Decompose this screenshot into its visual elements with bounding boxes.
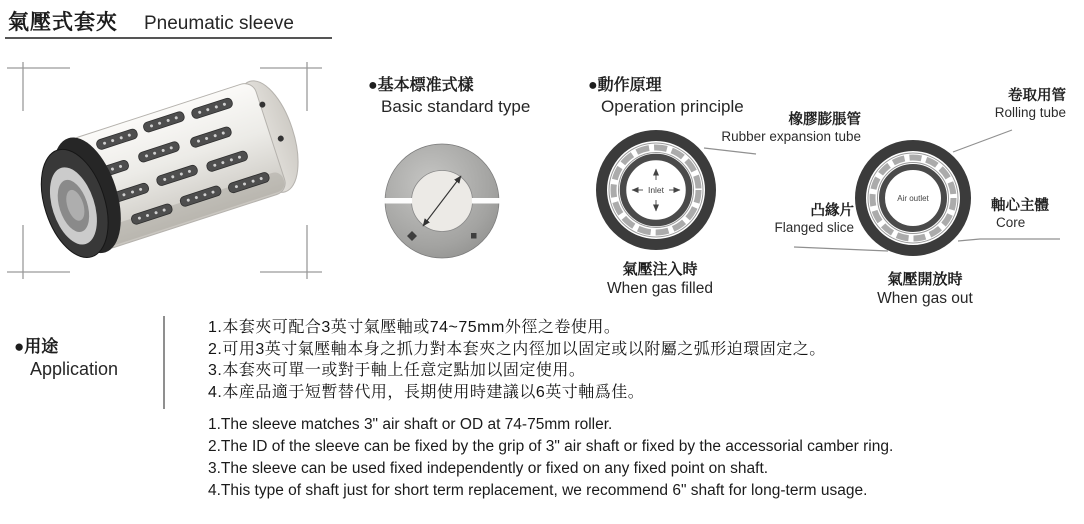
flanged-slice-en: Flanged slice <box>774 220 854 235</box>
product-photo <box>0 55 340 307</box>
basic-standard-heading-zh: ●基本標准式樣 <box>368 77 474 94</box>
page-title <box>8 6 294 36</box>
label-flanged-slice <box>768 203 854 236</box>
label-core <box>991 198 1083 231</box>
note-zh-4: 4.本産品適于短暫替代用，長期使用時建議以6英寸軸爲佳。 <box>208 383 645 401</box>
note-en-1: 1.The sleeve matches 3" air shaft or OD at 74-75mm roller. <box>208 416 613 433</box>
rubber-expansion-tube-zh: 橡膠膨脹管 <box>788 112 861 128</box>
basic-standard-diagram <box>382 141 502 261</box>
gas-filled-diagram <box>594 128 718 252</box>
square-mark <box>471 233 477 239</box>
gas-out-diagram <box>851 136 975 260</box>
operation-heading-en: Operation principle <box>601 97 744 116</box>
application-notes-zh <box>208 317 1068 403</box>
title-divider <box>5 37 332 39</box>
page-title-en: Pneumatic sleeve <box>144 13 294 34</box>
note-en-4: 4.This type of shaft just for short term replacement, we recommend 6" shaft for long-term usage. <box>208 482 868 499</box>
label-rubber-expansion-tube <box>701 112 861 145</box>
core-zh: 軸心主體 <box>991 198 1049 214</box>
gas-filled-caption-en: When gas filled <box>607 280 713 297</box>
operation-heading-zh: ●動作原理 <box>588 77 662 94</box>
rubber-expansion-tube-en: Rubber expansion tube <box>721 129 861 144</box>
basic-standard-heading-en: Basic standard type <box>381 97 531 116</box>
application-heading-zh: ●用途 <box>14 337 59 356</box>
flanged-slice-zh: 凸緣片 <box>810 203 854 219</box>
section-basic-standard <box>368 72 530 117</box>
sleeve-slit-left <box>384 198 412 204</box>
core-en: Core <box>996 215 1026 230</box>
note-zh-2: 2.可用3英寸氣壓軸本身之抓力對本套夾之内徑加以固定或以附屬之弧形迫環固定之。 <box>208 340 826 358</box>
inlet-label: Inlet <box>647 185 665 195</box>
pneumatic-sleeve-image <box>26 71 310 265</box>
application-notes-en <box>208 414 1068 502</box>
note-zh-3: 3.本套夾可單一或對于軸上任意定點加以固定使用。 <box>208 362 586 379</box>
rolling-tube-zh: 卷取用管 <box>1008 88 1066 104</box>
application-heading-en: Application <box>30 359 119 379</box>
page-title-zh: 氣壓式套夾 <box>8 11 118 34</box>
note-zh-1: 1.本套夾可配合3英寸氣壓軸或74~75mm外徑之卷使用。 <box>208 319 621 336</box>
gas-out-caption-en: When gas out <box>877 290 973 307</box>
sleeve-slit-right <box>472 198 500 204</box>
rolling-tube-en: Rolling tube <box>994 105 1066 120</box>
caption-gas-filled <box>580 261 740 298</box>
caption-gas-out <box>845 271 1005 308</box>
gas-out-caption-zh: 氣壓開放時 <box>887 271 963 288</box>
note-en-3: 3.The sleeve can be used fixed independently or fixed on any fixed point on shaft. <box>208 460 769 477</box>
section-operation-principle <box>588 72 744 117</box>
gas-filled-caption-zh: 氣壓注入時 <box>622 261 698 278</box>
note-en-2: 2.The ID of the sleeve can be fixed by the grip of 3" air shaft or fixed by the accessorial camber ring. <box>208 438 894 455</box>
air-outlet-label: Air outlet <box>897 194 929 203</box>
application-divider <box>163 316 165 409</box>
section-application <box>14 332 118 380</box>
label-rolling-tube <box>956 88 1066 121</box>
